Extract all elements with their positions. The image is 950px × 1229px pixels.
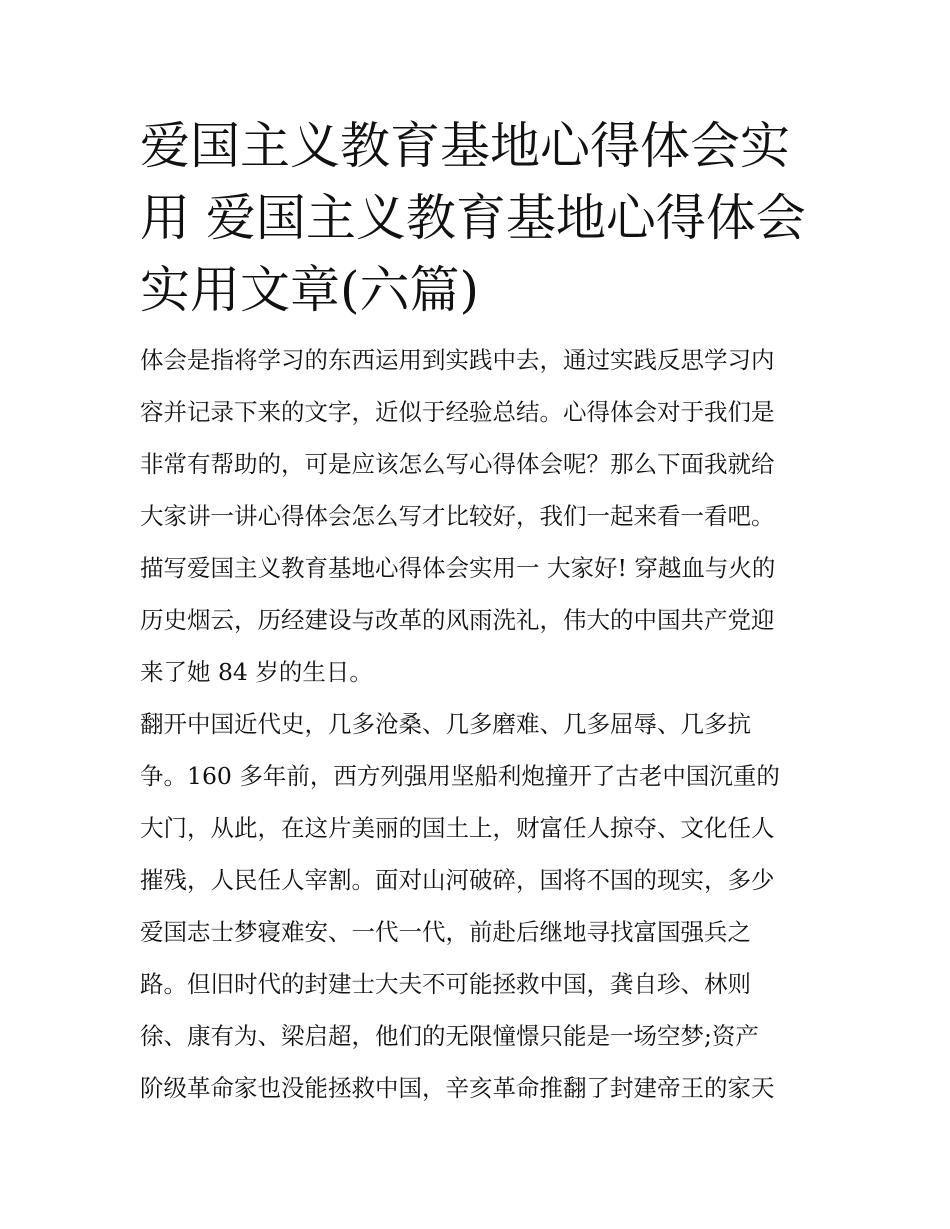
body-line: 描写爱国主义教育基地心得体会实用一 大家好! 穿越血与火的 [140, 554, 776, 582]
body-line: 摧残，人民任人宰割。面对山河破碎，国将不国的现实，多少 [140, 866, 775, 894]
body-line: 非常有帮助的，可是应该怎么写心得体会呢？那么下面我就给 [140, 450, 775, 478]
body-line: 体会是指将学习的东西运用到实践中去，通过实践反思学习内 [140, 346, 775, 374]
document-content [140, 110, 812, 1114]
body-line: 争。160 多年前，西方列强用坚船利炮撞开了古老中国沉重的 [140, 762, 780, 790]
body-line: 徐、康有为、梁启超，他们的无限憧憬只能是一场空梦;资产 [140, 1022, 759, 1050]
body-line: 爱国志士梦寝难安、一代一代，前赴后继地寻找富国强兵之 [140, 918, 751, 946]
document-title [140, 110, 812, 326]
body-line: 大门，从此，在这片美丽的国土上，财富任人掠夺、文化任人 [140, 814, 775, 842]
title-line: 用 爱国主义教育基地心得体会 [140, 189, 806, 247]
body-line: 容并记录下来的文字，近似于经验总结。心得体会对于我们是 [140, 398, 775, 426]
title-line: 实用文章(六篇) [140, 261, 480, 319]
body-line: 翻开中国近代史，几多沧桑、几多磨难、几多屈辱、几多抗 [140, 710, 751, 738]
body-line: 路。但旧时代的封建士大夫不可能拯救中国，龚自珍、林则 [140, 970, 751, 998]
body-line: 大家讲一讲心得体会怎么写才比较好，我们一起来看一看吧。 [140, 502, 775, 530]
body-line: 历史烟云，历经建设与改革的风雨洗礼，伟大的中国共产党迎 [140, 606, 775, 634]
body-line: 来了她 84 岁的生日。 [140, 658, 373, 686]
title-line: 爱国主义教育基地心得体会实 [140, 117, 790, 175]
document-body [140, 334, 812, 1114]
body-line: 阶级革命家也没能拯救中国，辛亥革命推翻了封建帝王的家天 [140, 1074, 775, 1102]
